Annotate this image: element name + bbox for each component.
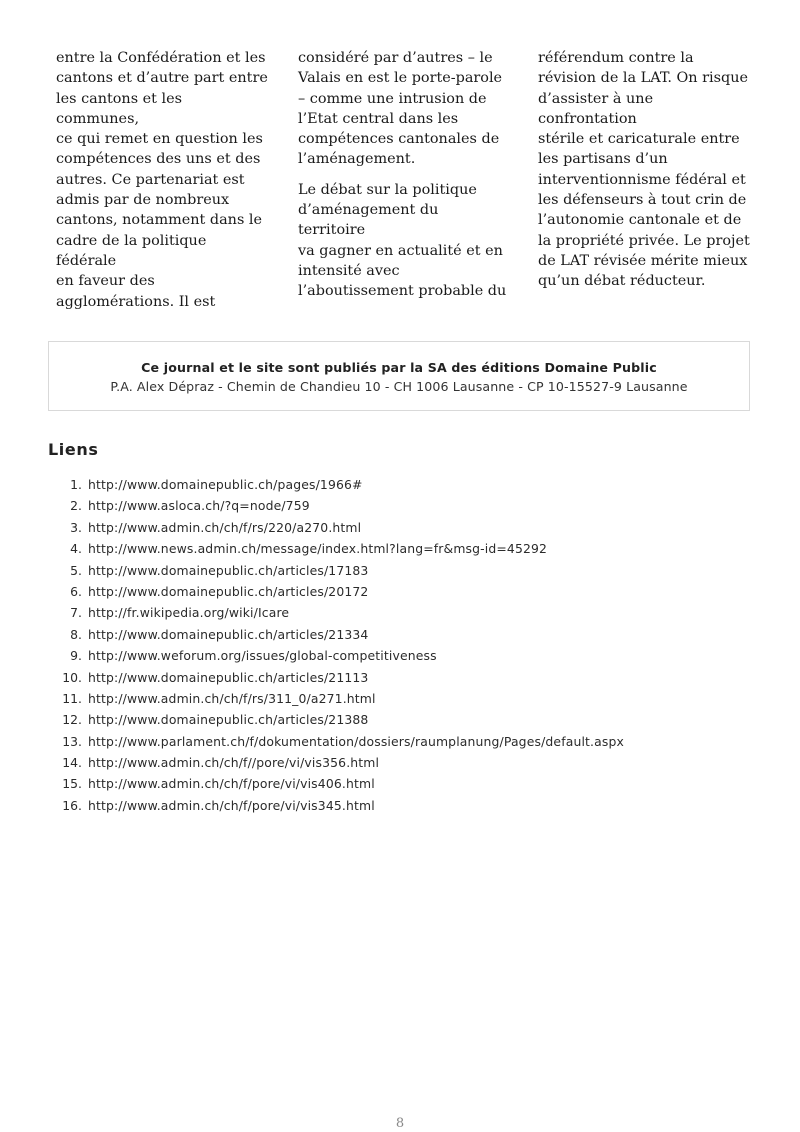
link-number: 2.	[70, 498, 82, 514]
imprint-box	[48, 341, 750, 411]
link-number: 11.	[62, 690, 82, 706]
article-column-1	[56, 48, 268, 322]
link-url[interactable]: http://www.domainepublic.ch/articles/21388	[88, 712, 369, 728]
link-number: 8.	[70, 626, 82, 642]
link-url[interactable]: http://www.domainepublic.ch/articles/21113	[88, 669, 369, 685]
imprint-address: P.A. Alex Dépraz - Chemin de Chandieu 10 - CH 1006 Lausanne - CP 10-15527-9 Lausanne	[110, 379, 688, 394]
link-list-item	[48, 752, 748, 773]
link-list-item	[48, 474, 748, 495]
link-list-item	[48, 709, 748, 730]
article-paragraph: Le débat sur la politique d’aménagement du territoire va gagner en actualité et en intensité avec l’aboutissement probable du	[298, 181, 507, 300]
link-number: 14.	[62, 755, 82, 771]
link-number: 5.	[70, 562, 82, 578]
link-number: 3.	[70, 519, 82, 535]
link-list-item	[48, 795, 748, 816]
link-number: 4.	[70, 541, 82, 557]
imprint-publisher: Ce journal et le site sont publiés par la SA des éditions Domaine Public	[141, 360, 657, 375]
link-number: 1.	[70, 477, 82, 492]
link-number: 6.	[70, 583, 82, 599]
article-body	[56, 48, 752, 310]
link-list-item	[48, 773, 748, 794]
links-list	[48, 474, 748, 816]
link-number: 13.	[62, 733, 82, 749]
link-list-item	[48, 495, 748, 516]
link-url[interactable]: http://www.admin.ch/ch/f/rs/311_0/a271.html	[88, 690, 376, 706]
link-list-item	[48, 731, 748, 752]
link-url[interactable]: http://www.admin.ch/ch/f/rs/220/a270.html	[88, 519, 362, 535]
link-url[interactable]: http://www.weforum.org/issues/global-competitiveness	[88, 648, 437, 664]
link-list-item	[48, 688, 748, 709]
link-url[interactable]: http://www.domainepublic.ch/articles/20172	[88, 583, 369, 599]
article-paragraph: référendum contre la révision de la LAT. On risque d’assister à une confrontation stérile et caricaturale entre les partisans d’un interventionnisme fédéral et les défenseurs à tout crin de l’autonomie cantonale et de la propriété privée. Le projet de LAT révisée mérite mieux qu’un débat réducteur.	[538, 50, 750, 290]
link-url[interactable]: http://www.parlament.ch/f/dokumentation/dossiers/raumplanung/Pages/default.aspx	[88, 733, 624, 749]
link-list-item	[48, 602, 748, 623]
link-list-item	[48, 538, 748, 559]
links-heading: Liens	[48, 440, 99, 459]
link-url[interactable]: http://www.domainepublic.ch/pages/1966#	[88, 477, 363, 492]
article-paragraph: entre la Confédération et les cantons et d’autre part entre les cantons et les communes, ce qui remet en question les compétences des uns et des autres. Ce partenariat est admis par de nombreux cantons, notamment dans le cadre de la politique fédérale en faveur des agglomérations. Il est	[56, 50, 268, 310]
link-number: 7.	[70, 605, 82, 621]
article-paragraph: considéré par d’autres – le Valais en est le porte-parole – comme une intrusion de l’Etat central dans les compétences cantonales de l’aménagement.	[298, 50, 503, 168]
link-number: 9.	[70, 648, 82, 664]
link-list-item	[48, 667, 748, 688]
link-url[interactable]: http://www.asloca.ch/?q=node/759	[88, 498, 310, 514]
link-url[interactable]: http://www.admin.ch/ch/f/pore/vi/vis345.html	[88, 797, 375, 813]
link-number: 16.	[62, 797, 82, 813]
link-number: 12.	[62, 712, 82, 728]
page-number: 8	[395, 1116, 405, 1131]
article-column-2	[298, 48, 510, 312]
link-list-item	[48, 581, 748, 602]
article-column-3	[538, 48, 750, 302]
link-list-item	[48, 517, 748, 538]
link-url[interactable]: http://www.news.admin.ch/message/index.html?lang=fr&msg-id=45292	[88, 541, 548, 557]
link-url[interactable]: http://www.domainepublic.ch/articles/21334	[88, 626, 369, 642]
link-url[interactable]: http://www.admin.ch/ch/f//pore/vi/vis356.html	[88, 755, 380, 771]
link-list-item	[48, 645, 748, 666]
link-number: 10.	[62, 669, 82, 685]
link-url[interactable]: http://www.domainepublic.ch/articles/17183	[88, 562, 369, 578]
link-number: 15.	[62, 776, 82, 792]
link-list-item	[48, 560, 748, 581]
link-url[interactable]: http://fr.wikipedia.org/wiki/Icare	[88, 605, 290, 621]
link-list-item	[48, 624, 748, 645]
link-url[interactable]: http://www.admin.ch/ch/f/pore/vi/vis406.html	[88, 776, 375, 792]
